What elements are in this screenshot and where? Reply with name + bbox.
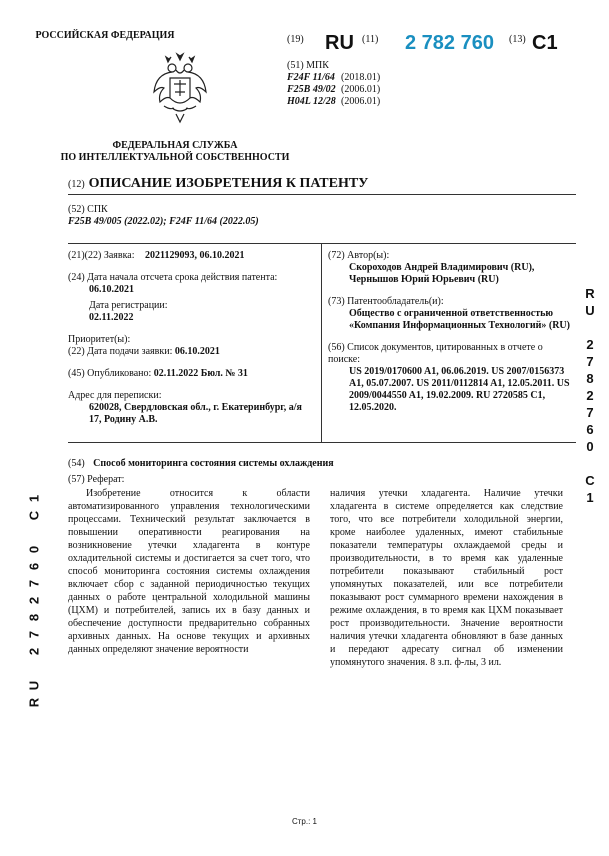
spk-block xyxy=(68,204,568,228)
term-label: (24) Дата начала отсчета срока действия патента: xyxy=(68,272,278,283)
published-value: 02.11.2022 Бюл. № 31 xyxy=(153,368,248,379)
published-label: (45) Опубликовано: xyxy=(68,368,152,379)
citations-value: US 2019/0170600 A1, 06.06.2019. US 2007/0156373 A1, 05.07.2007. US 2011/0112814 A1, 12.05.2011. US 2009/0044550 A1, 19.02.2009. RU 2720585 C1, 12.05.2020. xyxy=(349,366,570,413)
owner-value: Общество с ограниченной ответственностью «Компания Информационных Технологий» (RU) xyxy=(349,308,570,331)
side-stamp-char: 6 xyxy=(26,562,42,571)
side-stamp-char: U xyxy=(26,680,42,691)
side-stamp-char: 0 xyxy=(586,439,594,454)
agency-name xyxy=(40,140,310,164)
side-stamp-char: 2 xyxy=(26,647,42,656)
coat-of-arms-icon xyxy=(150,52,210,124)
page-footer: Стр.: 1 xyxy=(291,817,317,826)
side-stamp-char xyxy=(26,525,43,541)
side-stamp-left xyxy=(26,490,42,711)
citations-field xyxy=(328,342,576,414)
side-stamp-char: 7 xyxy=(26,630,42,639)
side-stamp-char: 8 xyxy=(26,613,42,622)
biblio-left xyxy=(68,250,316,436)
side-stamp-char: R xyxy=(26,697,42,708)
mpk-year: (2006.01) xyxy=(341,96,381,107)
filing-value: 06.10.2021 xyxy=(174,346,220,357)
mpk-class: H04L 12/28 xyxy=(287,96,336,107)
application-value: 2021129093, 06.10.2021 xyxy=(145,250,245,261)
invention-title-text: Способ мониторинга состояния системы охлаждения xyxy=(93,458,334,469)
registration-value: 02.11.2022 xyxy=(89,312,134,323)
mpk-block xyxy=(287,60,487,108)
priority-field xyxy=(68,334,316,358)
side-stamp-char: C xyxy=(585,473,595,488)
owner-label: (73) Патентообладатель(и): xyxy=(328,296,444,307)
mpk-class: F25B 49/02 xyxy=(287,84,336,95)
country-code: RU xyxy=(325,32,354,54)
application-field xyxy=(68,250,316,262)
address-label: Адрес для переписки: xyxy=(68,390,162,401)
side-stamp-char: 7 xyxy=(26,579,42,588)
mpk-year: (2006.01) xyxy=(341,84,381,95)
mpk-row xyxy=(287,72,487,84)
side-stamp-char: C xyxy=(26,510,42,521)
abstract-left-column: Изобретение относится к области автоматизированного управления технологическими процессами. Технический результат заключается в повышении оперативности реагирования на возникновение утечки хладагента в контуре охладительной системы и достигается за счет того, что способ мониторинга состояния системы охлаждения включает сбор с заданной периодичностью текущих данных о работе центральной холодильной машины (ЦХМ) и потребителей, запись их в базу данных и обеспечение доступности предварительно собранных архивных данных. На основе текущих и архивных данных определяют значение вероятности xyxy=(68,488,310,655)
invention-title xyxy=(68,458,334,469)
side-stamp-char: 1 xyxy=(586,490,594,505)
side-stamp-char: U xyxy=(585,303,595,318)
side-stamp-char: 8 xyxy=(586,371,594,386)
spk-label: (52) СПК xyxy=(68,204,108,215)
authors-field xyxy=(328,250,576,286)
publication-number-row xyxy=(287,32,587,56)
side-stamp-char: 2 xyxy=(26,596,42,605)
mpk-class: F24F 11/64 xyxy=(287,72,335,83)
address-value: 620028, Свердловская обл., г. Екатеринбург, а/я 17, Родину А.В. xyxy=(89,402,302,425)
citations-label: (56) Список документов, цитированных в отчете о поиске: xyxy=(328,342,543,365)
mpk-row xyxy=(287,96,487,108)
column-divider xyxy=(321,243,322,442)
priority-label: Приоритет(ы): xyxy=(68,334,131,345)
filing-label: (22) Дата подачи заявки: xyxy=(68,346,173,357)
title-code: (12) xyxy=(68,179,85,190)
divider xyxy=(68,442,576,443)
code-13: (13) xyxy=(509,34,526,45)
side-stamp-char: 0 xyxy=(26,545,42,554)
side-stamp-char: 7 xyxy=(586,405,594,420)
spk-value: F25B 49/005 (2022.02); F24F 11/64 (2022.05) xyxy=(68,216,259,227)
invention-code: (54) xyxy=(68,458,85,469)
side-stamp-char: 2 xyxy=(586,337,594,352)
author-name: Чернышов Юрий Юрьевич (RU) xyxy=(349,274,499,285)
owner-field xyxy=(328,296,576,332)
agency-line-1: ФЕДЕРАЛЬНАЯ СЛУЖБА xyxy=(112,140,238,151)
side-stamp-right xyxy=(582,285,598,506)
mpk-label: (51) МПК xyxy=(287,60,329,71)
title-text: ОПИСАНИЕ ИЗОБРЕТЕНИЯ К ПАТЕНТУ xyxy=(88,176,369,191)
side-stamp-char xyxy=(582,319,598,336)
document-title xyxy=(68,176,368,192)
agency-line-2: ПО ИНТЕЛЛЕКТУАЛЬНОЙ СОБСТВЕННОСТИ xyxy=(60,152,290,163)
authors-label: (72) Автор(ы): xyxy=(328,250,390,261)
divider xyxy=(68,194,576,195)
address-field xyxy=(68,390,316,426)
mpk-year: (2018.01) xyxy=(341,72,381,83)
published-field xyxy=(68,368,316,380)
code-11: (11) xyxy=(362,34,379,45)
divider xyxy=(68,243,576,244)
side-stamp-char: R xyxy=(585,286,595,301)
side-stamp-char xyxy=(26,661,43,677)
side-stamp-char: 7 xyxy=(586,354,594,369)
abstract-label: (57) Реферат: xyxy=(68,474,125,485)
side-stamp-char: 6 xyxy=(586,422,594,437)
term-value: 06.10.2021 xyxy=(89,284,134,295)
kind-code: C1 xyxy=(532,32,558,54)
author-name: Скороходов Андрей Владимирович (RU), xyxy=(349,262,535,273)
biblio-right xyxy=(328,250,576,424)
side-stamp-char: 2 xyxy=(586,388,594,403)
application-label: (21)(22) Заявка: xyxy=(68,250,135,261)
mpk-row xyxy=(287,84,487,96)
side-stamp-char: 1 xyxy=(26,494,42,503)
registration-label: Дата регистрации: xyxy=(89,300,168,311)
country-name: РОССИЙСКАЯ ФЕДЕРАЦИЯ xyxy=(35,30,175,41)
side-stamp-char xyxy=(582,455,598,472)
patent-number: 2 782 760 xyxy=(405,32,494,54)
term-field xyxy=(68,272,316,324)
code-19: (19) xyxy=(287,34,304,45)
abstract-right-column: наличия утечки хладагента. Наличие утечки хладагента в системе определяется как следствие того, что все потребители холодильной энергии, кроме наиболее удаленных, имеют стабильные показатели температуры охлаждаемой среды и производительности, в то время как удаленные потребители показывают стабильный рост упомянутых показателей, или все потребители показывают рост суммарного времени нахождения в режиме охлаждения, в то время как ЦХМ показывает рост производительности. Значение вероятности наличия утечки хладагента обновляют в базе данных и передают адресату сигнал об изменении упомянутого значения. 8 з.п. ф-лы, 3 ил. xyxy=(330,488,563,668)
